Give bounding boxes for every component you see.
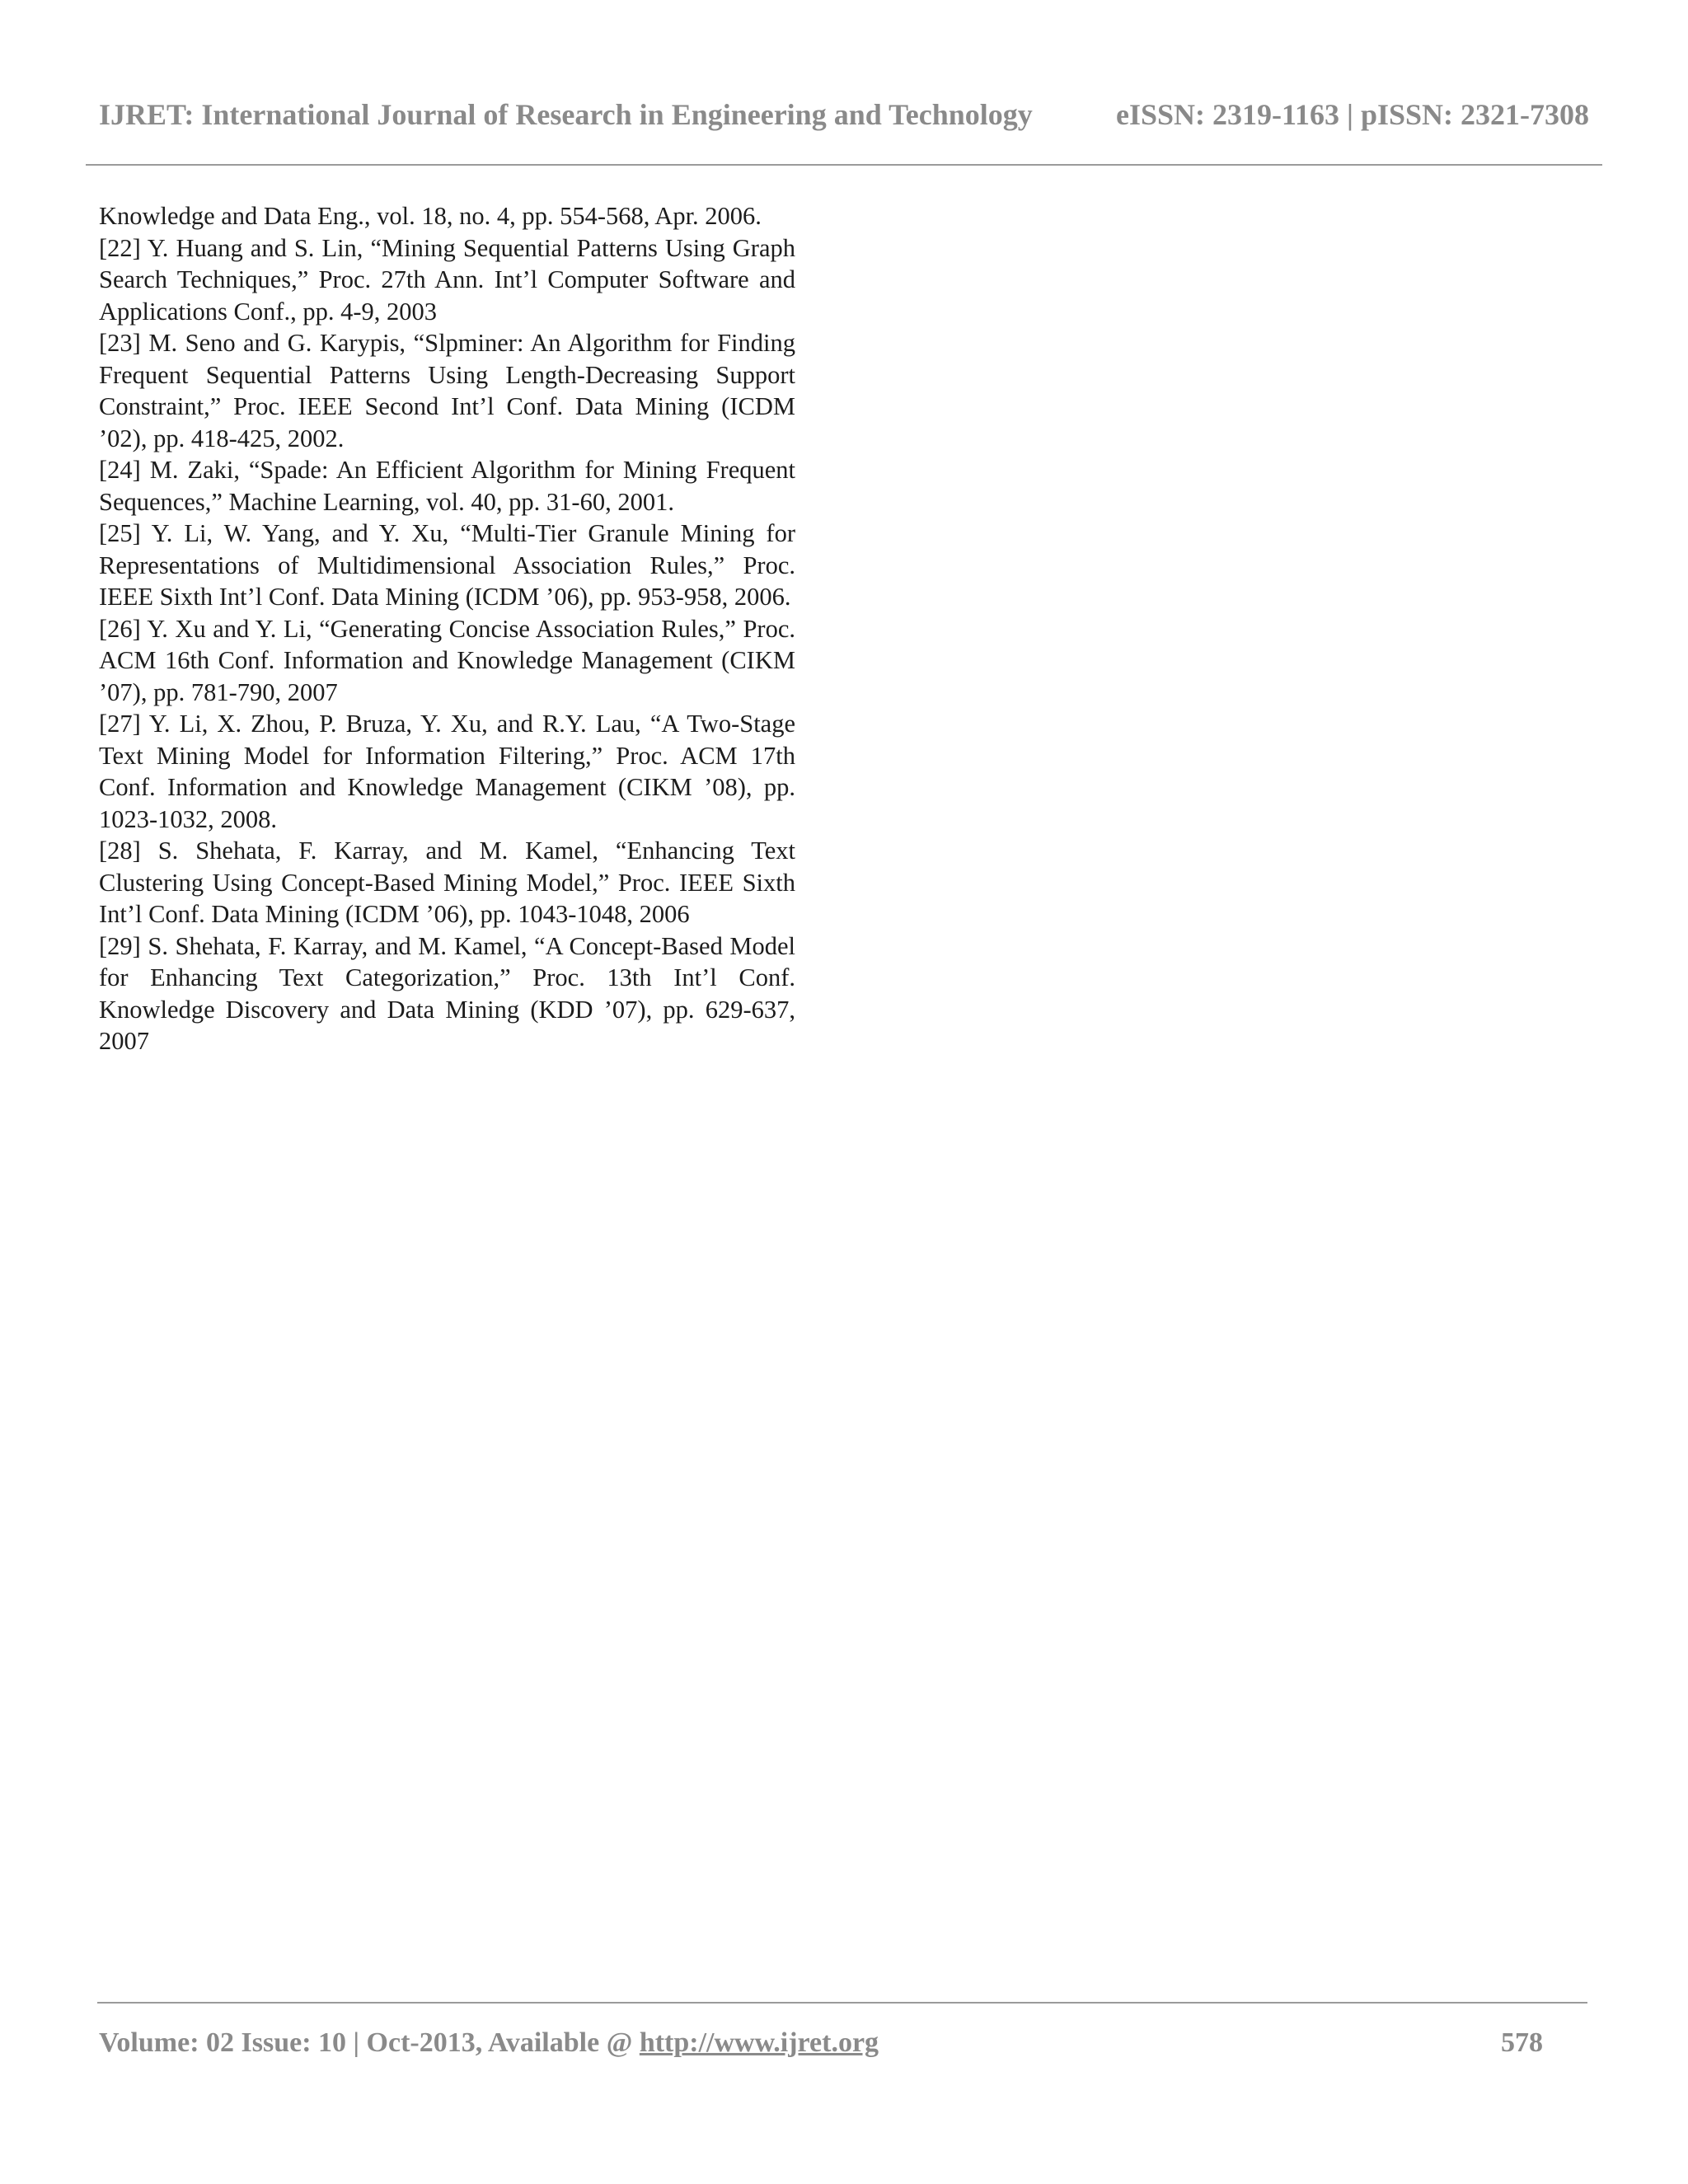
- reference-item: [24] M. Zaki, “Spade: An Efficient Algorithm for Mining Frequent Sequences,” Machine Learning, vol. 40, pp. 31-60, 2001.: [99, 456, 795, 516]
- reference-item: [23] M. Seno and G. Karypis, “Slpminer: An Algorithm for Finding Frequent Sequential Patterns Using Length-Decreasing Support Constraint,” Proc. IEEE Second Int’l Conf. Data Mining (ICDM ’02), pp. 418-425, 2002.: [99, 329, 795, 452]
- footer-divider: [97, 2002, 1587, 2004]
- footer-volume-info: [99, 2027, 879, 2059]
- journal-title: IJRET: International Journal of Research in Engineering and Technology: [99, 98, 1033, 131]
- volume-text: Volume: 02 Issue: 10 | Oct-2013, Available @: [99, 2027, 640, 2058]
- page-number: 578: [1501, 2027, 1543, 2058]
- reference-item: [26] Y. Xu and Y. Li, “Generating Concise Association Rules,” Proc. ACM 16th Conf. Information and Knowledge Management (CIKM ’07), pp. 781-790, 2007: [99, 614, 795, 706]
- reference-item: [29] S. Shehata, F. Karray, and M. Kamel, “A Concept-Based Model for Enhancing Text Categorization,” Proc. 13th Int’l Conf. Knowledge Discovery and Data Mining (KDD ’07), pp. 629-637, 2007: [99, 931, 795, 1055]
- issn-info: eISSN: 2319-1163 | pISSN: 2321-7308: [1116, 98, 1589, 131]
- reference-item: [28] S. Shehata, F. Karray, and M. Kamel, “Enhancing Text Clustering Using Concept-Based Mining Model,” Proc. IEEE Sixth Int’l Conf. Data Mining (ICDM ’06), pp. 1043-1048, 2006: [99, 837, 795, 928]
- header-divider: [86, 164, 1602, 166]
- page-footer: [99, 2027, 1543, 2059]
- reference-item: [25] Y. Li, W. Yang, and Y. Xu, “Multi-Tier Granule Mining for Representations of Multidimensional Association Rules,” Proc. IEEE Sixth Int’l Conf. Data Mining (ICDM ’06), pp. 953-958, 2006.: [99, 519, 795, 611]
- journal-link[interactable]: http://www.ijret.org: [639, 2027, 879, 2058]
- reference-item: [22] Y. Huang and S. Lin, “Mining Sequential Patterns Using Graph Search Techniques,” Proc. 27th Ann. Int’l Computer Software and Applications Conf., pp. 4-9, 2003: [99, 233, 795, 326]
- reference-list: [99, 200, 795, 1057]
- reference-item: [27] Y. Li, X. Zhou, P. Bruza, Y. Xu, and R.Y. Lau, “A Two-Stage Text Mining Model for Information Filtering,” Proc. ACM 17th Conf. Information and Knowledge Management (CIKM ’08), pp. 1023-1032, 2008.: [99, 710, 795, 833]
- page-header: [99, 97, 1589, 132]
- reference-item: Knowledge and Data Eng., vol. 18, no. 4, pp. 554-568, Apr. 2006.: [99, 202, 762, 230]
